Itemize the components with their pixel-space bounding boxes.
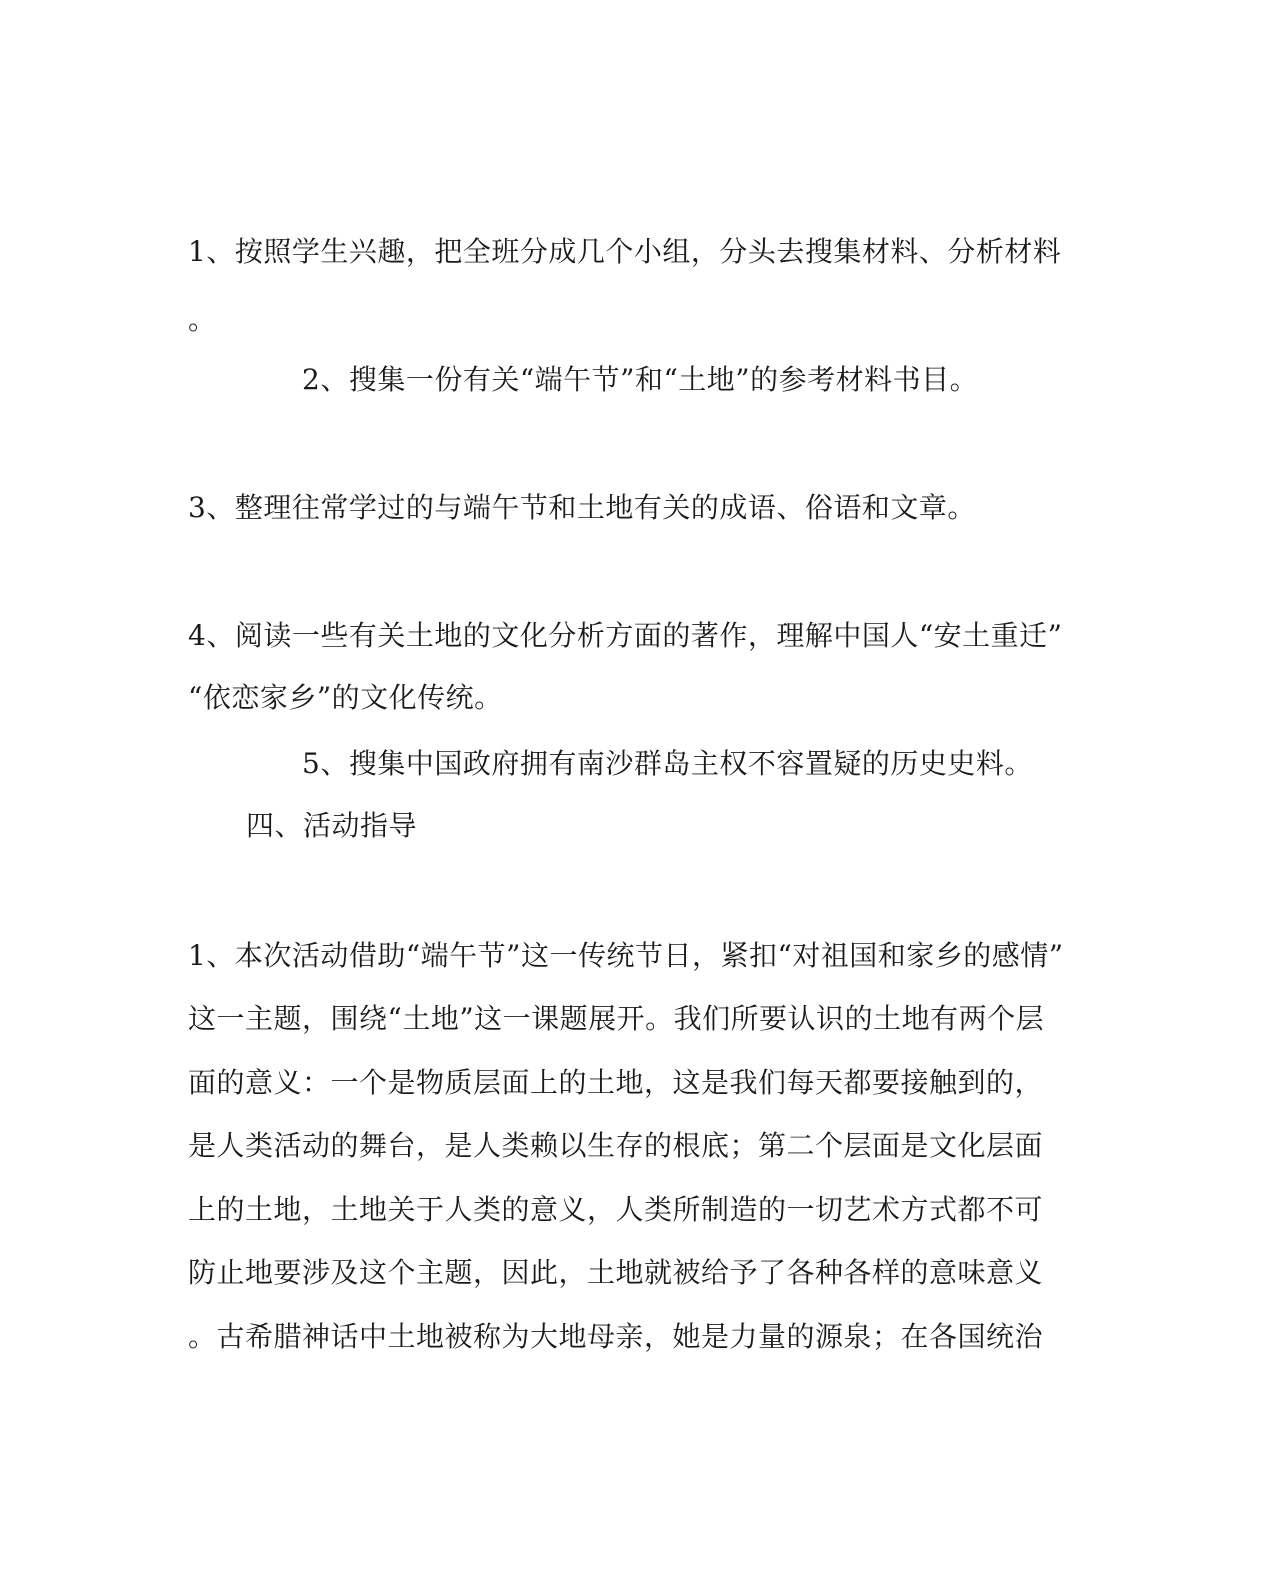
item-1-line-2: 。: [188, 303, 217, 336]
item-5: 5、搜集中国政府拥有南沙群岛主权不容置疑的历史史料。: [302, 747, 1033, 780]
item-4-line-1: 4、阅读一些有关土地的文化分析方面的著作，理解中国人“安土重迁”: [188, 619, 1063, 652]
paragraph-line-2: 这一主题，围绕“土地”这一课题展开。我们所要认识的土地有两个层: [188, 1002, 1045, 1035]
paragraph-line-6: 防止地要涉及这个主题，因此，土地就被给予了各种各样的意味意义: [188, 1256, 1044, 1289]
paragraph-line-1: 1、本次活动借助“端午节”这一传统节日，紧扣“对祖国和家乡的感情”: [188, 939, 1064, 972]
section-heading: 四、活动指导: [246, 809, 418, 842]
item-4-line-2: “依恋家乡”的文化传统。: [188, 681, 503, 714]
paragraph-line-5: 上的土地，土地关于人类的意义，人类所制造的一切艺术方式都不可: [188, 1193, 1044, 1226]
paragraph-line-4: 是人类活动的舞台，是人类赖以生存的根底；第二个层面是文化层面: [188, 1129, 1044, 1162]
paragraph-line-3: 面的意义：一个是物质层面上的土地，这是我们每天都要接触到的，: [188, 1066, 1044, 1099]
item-1-line-1: 1、按照学生兴趣，把全班分成几个小组，分头去搜集材料、分析材料: [188, 235, 1062, 268]
item-3: 3、整理往常学过的与端午节和土地有关的成语、俗语和文章。: [188, 491, 976, 524]
item-2: 2、搜集一份有关“端午节”和“土地”的参考材料书目。: [302, 363, 979, 396]
paragraph-line-7: 。古希腊神话中土地被称为大地母亲，她是力量的源泉；在各国统治: [188, 1320, 1044, 1353]
